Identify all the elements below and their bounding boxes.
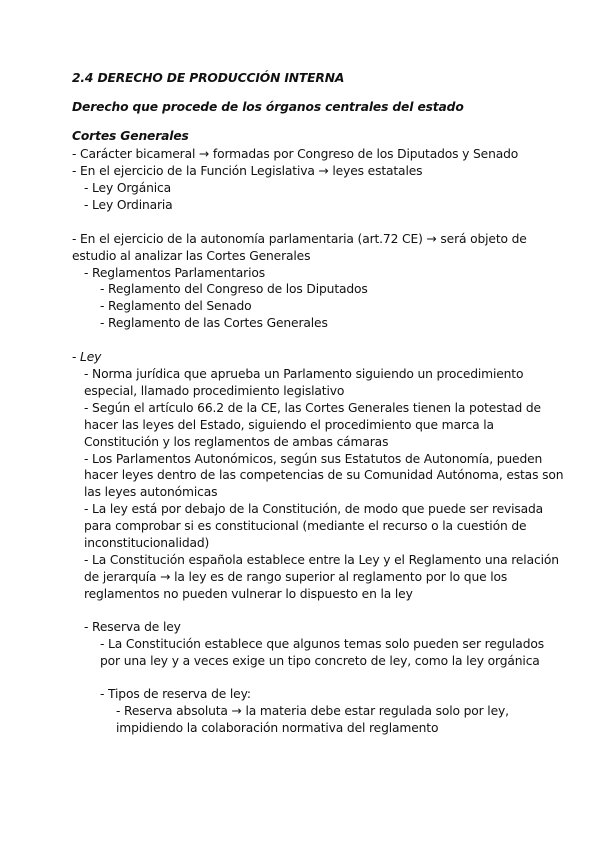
cortes-legislativa: - En el ejercicio de la Función Legislativa → leyes estatales <box>72 164 423 178</box>
ley-jerarquia-line-2: de jerarquía → la ley es de rango superior al reglamento por lo que los <box>84 570 508 584</box>
ley-autonomicos-line-1: - Los Parlamentos Autonómicos, según sus Estatutos de Autonomía, pueden <box>84 452 543 466</box>
reglamento-senado-item: - Reglamento del Senado <box>100 299 252 313</box>
tipos-reserva-heading: - Tipos de reserva de ley: <box>100 687 251 701</box>
section-title: 2.4 DERECHO DE PRODUCCIÓN INTERNA <box>72 71 345 85</box>
reserva-desc-line-2: por una ley y a veces exige un tipo concreto de ley, como la ley orgánica <box>100 654 540 668</box>
reserva-absoluta-line-1: - Reserva absoluta → la materia debe estar regulada solo por ley, <box>116 704 509 718</box>
reserva-heading: - Reserva de ley <box>84 620 181 634</box>
ley-art66-line-1: - Según el artículo 66.2 de la CE, las Cortes Generales tienen la potestad de <box>84 401 541 415</box>
ley-autonomicos-line-3: las leyes autonómicas <box>84 485 218 499</box>
ley-debajo-line-1: - La ley está por debajo de la Constitución, de modo que puede ser revisada <box>84 502 544 516</box>
ley-norma-line-1: - Norma jurídica que aprueba un Parlamento siguiendo un procedimiento <box>84 367 524 381</box>
ley-jerarquia-line-3: reglamentos no pueden vulnerar lo dispuesto en la ley <box>84 587 413 601</box>
ley-autonomicos-line-2: hacer leyes dentro de las competencias de su Comunidad Autónoma, estas son <box>84 468 564 482</box>
reglamento-cortes-item: - Reglamento de las Cortes Generales <box>100 316 328 330</box>
ley-heading-text: Ley <box>80 350 102 364</box>
ley-debajo-line-2: para comprobar si es constitucional (mediante el recurso o la cuestión de <box>84 519 527 533</box>
ley-heading-dash: - <box>72 350 81 364</box>
autonomia-line-2: estudio al analizar las Cortes Generales <box>72 249 311 263</box>
subtitle: Derecho que procede de los órganos centrales del estado <box>72 100 464 114</box>
cortes-bicameral: - Carácter bicameral → formadas por Congreso de los Diputados y Senado <box>72 147 519 161</box>
cortes-heading: Cortes Generales <box>72 129 189 143</box>
ley-norma-line-2: especial, llamado procedimiento legislativo <box>84 384 345 398</box>
reserva-desc-line-1: - La Constitución establece que algunos temas solo pueden ser regulados <box>100 637 544 651</box>
reglamentos-item: - Reglamentos Parlamentarios <box>84 266 265 280</box>
reserva-absoluta-line-2: impidiendo la colaboración normativa del reglamento <box>116 721 439 735</box>
autonomia-line-1: - En el ejercicio de la autonomía parlamentaria (art.72 CE) → será objeto de <box>72 232 527 246</box>
ley-heading <box>72 349 101 365</box>
ley-jerarquia-line-1: - La Constitución española establece entre la Ley y el Reglamento una relación <box>84 553 559 567</box>
ley-organica-item: - Ley Orgánica <box>84 181 171 195</box>
ley-art66-line-3: Constitución y los reglamentos de ambas cámaras <box>84 435 389 449</box>
ley-art66-line-2: hacer las leyes del Estado, siguiendo el procedimiento que marca la <box>84 418 494 432</box>
ley-ordinaria-item: - Ley Ordinaria <box>84 198 173 212</box>
reglamento-congreso-item: - Reglamento del Congreso de los Diputados <box>100 282 368 296</box>
ley-debajo-line-3: inconstitucionalidad) <box>84 536 210 550</box>
